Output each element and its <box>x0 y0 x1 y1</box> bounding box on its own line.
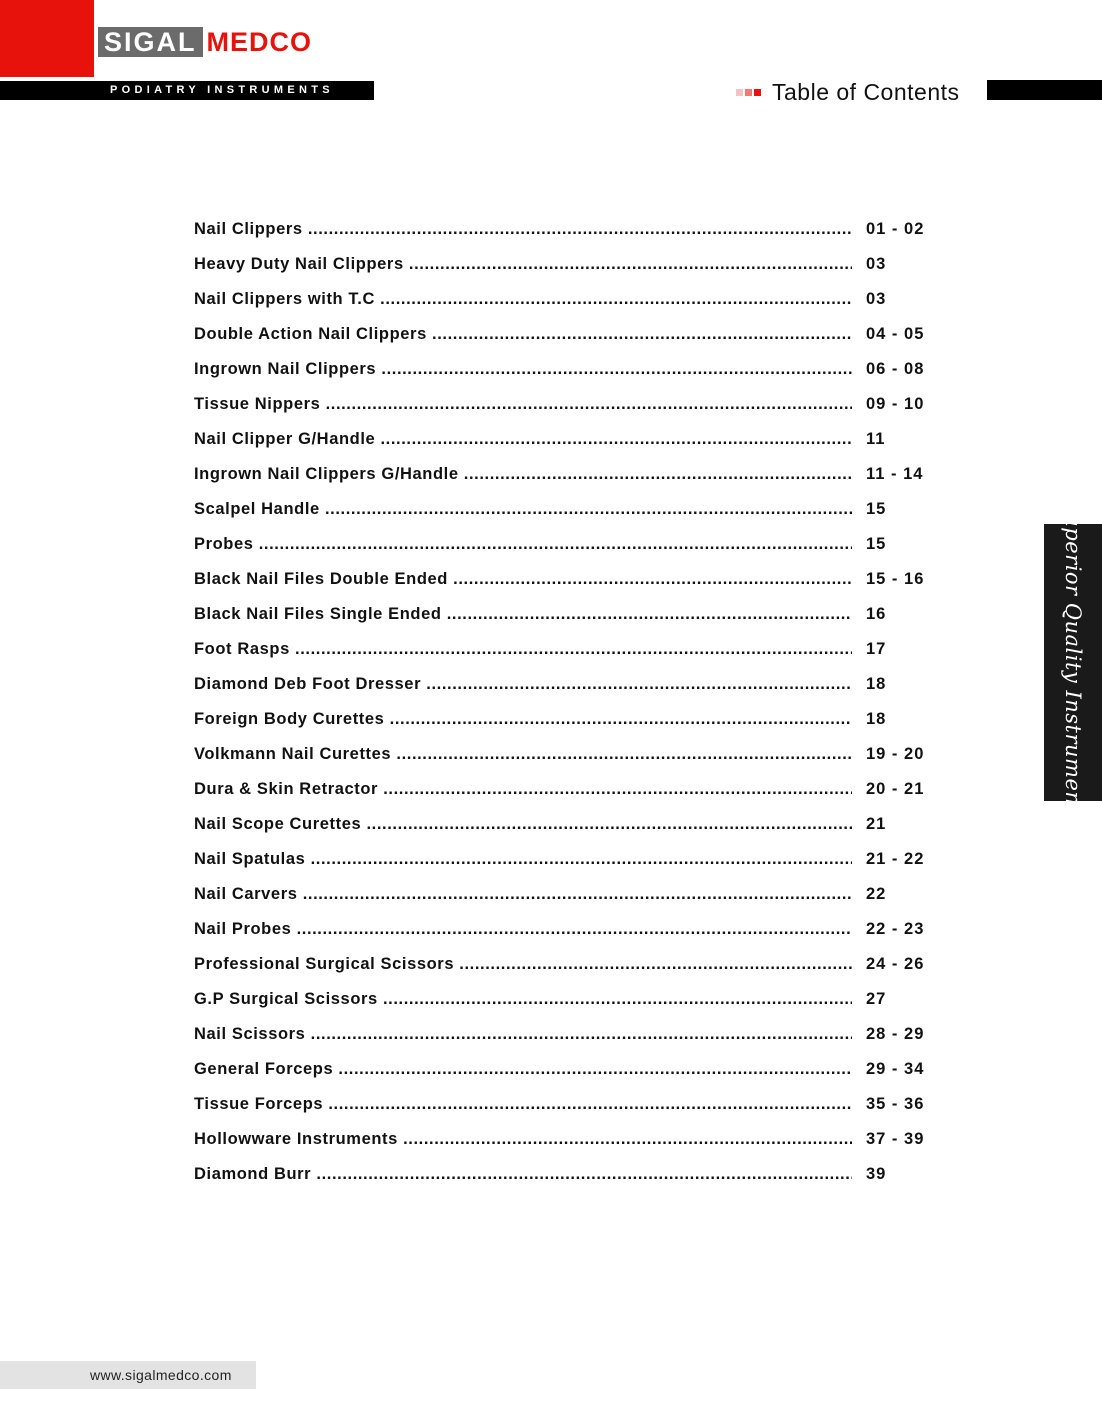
toc-entry-label: Nail Carvers ..... <box>194 885 852 903</box>
toc-entry-pages: 03 <box>866 290 887 308</box>
brand-red-block <box>0 0 94 77</box>
toc-entry-label: Foreign Body Curettes ..... <box>194 710 852 728</box>
toc-entry[interactable] <box>194 913 934 948</box>
toc-entry[interactable] <box>194 1158 934 1193</box>
toc-entry-pages: 17 <box>866 640 887 658</box>
toc-entry[interactable] <box>194 388 934 423</box>
decor-square-icon <box>754 89 761 96</box>
toc-entry-pages: 11 <box>866 430 886 448</box>
toc-entry[interactable] <box>194 843 934 878</box>
toc-entry-pages: 35 - 36 <box>866 1095 925 1113</box>
toc-entry-label: Nail Clipper G/Handle ..... <box>194 430 852 448</box>
toc-entry[interactable] <box>194 703 934 738</box>
toc-entry-label: Diamond Burr ..... <box>194 1165 852 1183</box>
toc-entry-pages: 24 - 26 <box>866 955 925 973</box>
toc-entry-pages: 01 - 02 <box>866 220 925 238</box>
toc-entry-label: Nail Clippers with T.C ..... <box>194 290 852 308</box>
toc-entry-label: Nail Spatulas ..... <box>194 850 852 868</box>
toc-entry-pages: 39 <box>866 1165 887 1183</box>
toc-entry-label: Black Nail Files Double Ended ..... <box>194 570 852 588</box>
toc-entry-pages: 28 - 29 <box>866 1025 925 1043</box>
logo-sigal-text: SIGAL <box>98 27 203 57</box>
toc-entry-label: Nail Clippers ..... <box>194 220 852 238</box>
toc-entry-pages: 16 <box>866 605 887 623</box>
toc-entry[interactable] <box>194 213 934 248</box>
toc-entry[interactable] <box>194 598 934 633</box>
toc-entry[interactable] <box>194 983 934 1018</box>
toc-entry-pages: 21 <box>866 815 887 833</box>
toc-entry-label: Tissue Forceps ..... <box>194 1095 852 1113</box>
toc-entry[interactable] <box>194 318 934 353</box>
toc-entry-label: Volkmann Nail Curettes ..... <box>194 745 852 763</box>
toc-entry-pages: 15 <box>866 535 887 553</box>
side-tab-text: Superior Quality Instruments <box>1061 498 1085 826</box>
toc-entry[interactable] <box>194 738 934 773</box>
toc-entry-label: Ingrown Nail Clippers G/Handle ..... <box>194 465 852 483</box>
toc-entry-label: Black Nail Files Single Ended ..... <box>194 605 852 623</box>
toc-entry-pages: 11 - 14 <box>866 465 924 483</box>
toc-entry-label: Diamond Deb Foot Dresser ..... <box>194 675 852 693</box>
decor-square-icon <box>745 89 752 96</box>
toc-entry[interactable] <box>194 528 934 563</box>
toc-entry-label: Ingrown Nail Clippers ..... <box>194 360 852 378</box>
decor-square-icon <box>736 89 743 96</box>
side-tab <box>1044 498 1102 826</box>
toc-entry-pages: 22 - 23 <box>866 920 925 938</box>
toc-entry-pages: 18 <box>866 710 887 728</box>
toc-entry-label: G.P Surgical Scissors ..... <box>194 990 852 1008</box>
toc-entry-pages: 15 - 16 <box>866 570 925 588</box>
toc-entry-label: Nail Scope Curettes ..... <box>194 815 852 833</box>
toc-entry[interactable] <box>194 773 934 808</box>
toc-entry[interactable] <box>194 283 934 318</box>
toc-entry-pages: 15 <box>866 500 887 518</box>
toc-entry[interactable] <box>194 458 934 493</box>
table-of-contents <box>194 213 934 1193</box>
toc-entry[interactable] <box>194 1123 934 1158</box>
toc-entry-label: Scalpel Handle ..... <box>194 500 852 518</box>
toc-entry-pages: 20 - 21 <box>866 780 925 798</box>
toc-entry-label: Probes ..... <box>194 535 852 553</box>
toc-entry-label: Tissue Nippers ..... <box>194 395 852 413</box>
toc-entry-pages: 27 <box>866 990 887 1008</box>
toc-entry-label: Nail Scissors ..... <box>194 1025 852 1043</box>
toc-heading <box>736 78 960 106</box>
page-title: Table of Contents <box>772 78 960 105</box>
toc-entry-label: Professional Surgical Scissors ..... <box>194 955 852 973</box>
toc-entry-pages: 06 - 08 <box>866 360 925 378</box>
toc-entry[interactable] <box>194 493 934 528</box>
toc-entry[interactable] <box>194 423 934 458</box>
toc-entry[interactable] <box>194 633 934 668</box>
toc-entry-label: Nail Probes ..... <box>194 920 852 938</box>
toc-entry-pages: 37 - 39 <box>866 1130 925 1148</box>
toc-entry-label: Heavy Duty Nail Clippers ..... <box>194 255 852 273</box>
toc-entry[interactable] <box>194 248 934 283</box>
toc-entry-pages: 22 <box>866 885 887 903</box>
toc-entry-label: Dura & Skin Retractor ..... <box>194 780 852 798</box>
logo-medco-text: MEDCO <box>206 27 313 57</box>
tagline-bar <box>0 81 374 100</box>
toc-entry[interactable] <box>194 878 934 913</box>
toc-entry-label: Foot Rasps ..... <box>194 640 852 658</box>
toc-entry[interactable] <box>194 353 934 388</box>
toc-entry[interactable] <box>194 668 934 703</box>
header-right-bar <box>987 80 1102 100</box>
toc-entry-label: General Forceps ..... <box>194 1060 852 1078</box>
toc-entry[interactable] <box>194 808 934 843</box>
toc-entry-pages: 29 - 34 <box>866 1060 925 1078</box>
toc-entry[interactable] <box>194 1018 934 1053</box>
toc-entry[interactable] <box>194 948 934 983</box>
tagline-text: PODIATRY INSTRUMENTS <box>110 84 334 96</box>
toc-entry-pages: 18 <box>866 675 887 693</box>
toc-entry[interactable] <box>194 1053 934 1088</box>
toc-entry-pages: 04 - 05 <box>866 325 925 343</box>
toc-entry-pages: 03 <box>866 255 887 273</box>
toc-entry[interactable] <box>194 1088 934 1123</box>
toc-entry[interactable] <box>194 563 934 598</box>
footer <box>0 1361 256 1389</box>
toc-entry-pages: 19 - 20 <box>866 745 925 763</box>
sigal-medco-logo <box>98 27 312 57</box>
footer-url[interactable]: www.sigalmedco.com <box>90 1367 232 1383</box>
toc-entry-pages: 21 - 22 <box>866 850 925 868</box>
toc-entry-label: Hollowware Instruments ..... <box>194 1130 852 1148</box>
toc-entry-label: Double Action Nail Clippers ..... <box>194 325 852 343</box>
toc-entry-pages: 09 - 10 <box>866 395 925 413</box>
